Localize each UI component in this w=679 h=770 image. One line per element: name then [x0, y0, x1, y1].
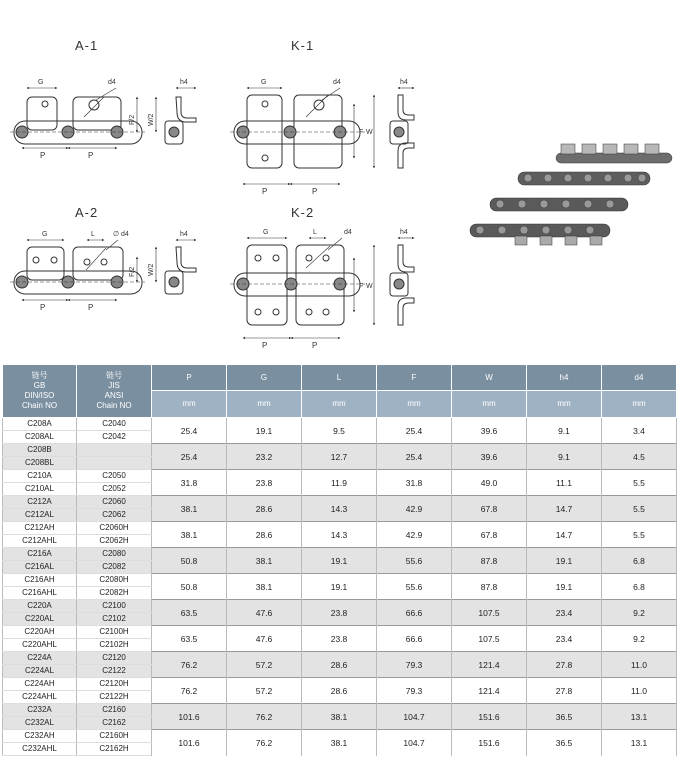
label-k1-h4: h4 [400, 79, 408, 86]
label-a1-p2: P [88, 151, 94, 160]
cell-jis-chain-no: C2052 [77, 483, 152, 496]
cell-jis-chain-no: C2160 [77, 704, 152, 717]
cell-h4: 23.4 [527, 600, 602, 626]
cell-g: 28.6 [227, 522, 302, 548]
table-row [3, 730, 677, 743]
cell-p: 101.6 [152, 730, 227, 756]
cell-g: 47.6 [227, 626, 302, 652]
cell-gb-chain-no: C224AH [3, 678, 77, 691]
cell-d4: 5.5 [602, 470, 677, 496]
cell-f: 66.6 [377, 600, 452, 626]
label-k1-p2: P [312, 187, 318, 196]
cell-g: 38.1 [227, 574, 302, 600]
unit-f: mm [377, 391, 452, 418]
cell-h4: 23.4 [527, 626, 602, 652]
chain-photo-2 [518, 172, 650, 185]
cell-w: 39.6 [452, 444, 527, 470]
table-row [3, 470, 677, 483]
label-a2-l: L [91, 231, 95, 238]
label-a2-d4: ∅ d4 [113, 231, 129, 238]
label-k1-w: W [366, 129, 373, 136]
cell-h4: 11.1 [527, 470, 602, 496]
cell-jis-chain-no: C2062H [77, 535, 152, 548]
drawing-k1 [230, 88, 414, 184]
cell-g: 76.2 [227, 730, 302, 756]
cell-jis-chain-no: C2120H [77, 678, 152, 691]
cell-l: 38.1 [302, 730, 377, 756]
label-k2-d4: d4 [344, 229, 352, 236]
cell-w: 151.6 [452, 704, 527, 730]
cell-jis-chain-no: C2160H [77, 730, 152, 743]
cell-jis-chain-no: C2080H [77, 574, 152, 587]
table-row [3, 626, 677, 639]
cell-gb-chain-no: C212A [3, 496, 77, 509]
label-a1-g: G [38, 79, 44, 86]
cell-gb-chain-no: C212AL [3, 509, 77, 522]
label-k2-h4: h4 [400, 229, 408, 236]
cell-jis-chain-no: C2060 [77, 496, 152, 509]
cell-d4: 6.8 [602, 548, 677, 574]
figure-title-a1: A-1 [75, 38, 99, 53]
label-a2-g: G [42, 231, 48, 238]
cell-jis-chain-no: C2082H [77, 587, 152, 600]
cell-h4: 36.5 [527, 704, 602, 730]
drawing-a1 [10, 88, 196, 148]
cell-jis-chain-no: C2162 [77, 717, 152, 730]
label-k2-w: W [366, 283, 373, 290]
label-a1-p1: P [40, 151, 46, 160]
cell-jis-chain-no: C2100 [77, 600, 152, 613]
cell-gb-chain-no: C212AH [3, 522, 77, 535]
cell-gb-chain-no: C216A [3, 548, 77, 561]
cell-l: 19.1 [302, 548, 377, 574]
label-a1-h4: h4 [180, 79, 188, 86]
unit-h4: mm [527, 391, 602, 418]
cell-w: 67.8 [452, 522, 527, 548]
header-g: G [227, 365, 302, 391]
cell-d4: 5.5 [602, 522, 677, 548]
technical-drawings [0, 0, 679, 360]
cell-jis-chain-no: C2100H [77, 626, 152, 639]
cell-p: 25.4 [152, 444, 227, 470]
cell-f: 55.6 [377, 548, 452, 574]
cell-w: 121.4 [452, 678, 527, 704]
cell-gb-chain-no: C208BL [3, 457, 77, 470]
unit-w: mm [452, 391, 527, 418]
cell-p: 38.1 [152, 496, 227, 522]
table-row [3, 652, 677, 665]
cell-gb-chain-no: C220AL [3, 613, 77, 626]
cell-w: 107.5 [452, 626, 527, 652]
label-k2-f: F [359, 283, 364, 290]
cell-l: 19.1 [302, 574, 377, 600]
cell-gb-chain-no: C212AHL [3, 535, 77, 548]
header-gb-chain-no: 链号 GB DIN/ISO Chain NO [3, 365, 77, 418]
cell-jis-chain-no: C2122H [77, 691, 152, 704]
cell-l: 11.9 [302, 470, 377, 496]
header-w: W [452, 365, 527, 391]
drawing-a2 [10, 240, 196, 300]
cell-f: 25.4 [377, 418, 452, 444]
cell-jis-chain-no: C2122 [77, 665, 152, 678]
drawing-k1-labels [261, 79, 408, 196]
cell-f: 66.6 [377, 626, 452, 652]
cell-g: 57.2 [227, 652, 302, 678]
figure-title-a2: A-2 [75, 205, 99, 220]
cell-w: 107.5 [452, 600, 527, 626]
cell-d4: 13.1 [602, 704, 677, 730]
cell-h4: 14.7 [527, 522, 602, 548]
header-l: L [302, 365, 377, 391]
cell-f: 79.3 [377, 652, 452, 678]
cell-gb-chain-no: C216AHL [3, 587, 77, 600]
cell-p: 38.1 [152, 522, 227, 548]
cell-jis-chain-no: C2120 [77, 652, 152, 665]
cell-f: 104.7 [377, 704, 452, 730]
cell-d4: 3.4 [602, 418, 677, 444]
table-row [3, 522, 677, 535]
cell-p: 76.2 [152, 678, 227, 704]
cell-w: 87.8 [452, 548, 527, 574]
label-k1-d4: d4 [333, 79, 341, 86]
cell-jis-chain-no: C2040 [77, 418, 152, 431]
cell-w: 121.4 [452, 652, 527, 678]
chain-photo-4 [470, 224, 610, 245]
cell-jis-chain-no [77, 457, 152, 470]
cell-jis-chain-no: C2050 [77, 470, 152, 483]
cell-jis-chain-no [77, 444, 152, 457]
unit-d4: mm [602, 391, 677, 418]
cell-d4: 4.5 [602, 444, 677, 470]
table-row [3, 574, 677, 587]
cell-jis-chain-no: C2080 [77, 548, 152, 561]
cell-l: 12.7 [302, 444, 377, 470]
cell-l: 14.3 [302, 496, 377, 522]
cell-p: 63.5 [152, 626, 227, 652]
cell-f: 25.4 [377, 444, 452, 470]
header-d4: d4 [602, 365, 677, 391]
cell-l: 28.6 [302, 678, 377, 704]
unit-p: mm [152, 391, 227, 418]
cell-gb-chain-no: C224A [3, 652, 77, 665]
label-k2-p2: P [312, 341, 318, 350]
cell-f: 55.6 [377, 574, 452, 600]
cell-p: 50.8 [152, 574, 227, 600]
label-k2-l: L [313, 229, 317, 236]
table-row [3, 704, 677, 717]
spec-table [2, 364, 677, 756]
cell-jis-chain-no: C2062 [77, 509, 152, 522]
label-a1-d4: d4 [108, 79, 116, 86]
cell-l: 23.8 [302, 600, 377, 626]
cell-gb-chain-no: C232A [3, 704, 77, 717]
cell-h4: 9.1 [527, 418, 602, 444]
cell-l: 28.6 [302, 652, 377, 678]
cell-h4: 14.7 [527, 496, 602, 522]
cell-w: 151.6 [452, 730, 527, 756]
drawing-k2-labels [262, 229, 408, 350]
cell-gb-chain-no: C220AH [3, 626, 77, 639]
cell-d4: 6.8 [602, 574, 677, 600]
cell-h4: 27.8 [527, 678, 602, 704]
cell-gb-chain-no: C208A [3, 418, 77, 431]
cell-d4: 9.2 [602, 626, 677, 652]
cell-g: 47.6 [227, 600, 302, 626]
cell-h4: 36.5 [527, 730, 602, 756]
cell-d4: 5.5 [602, 496, 677, 522]
unit-l: mm [302, 391, 377, 418]
cell-gb-chain-no: C232AL [3, 717, 77, 730]
cell-g: 76.2 [227, 704, 302, 730]
label-a2-w2: W/2 [148, 263, 155, 276]
table-row [3, 444, 677, 457]
cell-w: 49.0 [452, 470, 527, 496]
cell-g: 23.2 [227, 444, 302, 470]
cell-gb-chain-no: C224AHL [3, 691, 77, 704]
cell-jis-chain-no: C2060H [77, 522, 152, 535]
cell-f: 42.9 [377, 522, 452, 548]
label-a2-f2: F/2 [129, 266, 136, 277]
cell-gb-chain-no: C232AHL [3, 743, 77, 756]
cell-g: 19.1 [227, 418, 302, 444]
header-f: F [377, 365, 452, 391]
cell-gb-chain-no: C210A [3, 470, 77, 483]
cell-jis-chain-no: C2042 [77, 431, 152, 444]
table-row [3, 418, 677, 431]
cell-gb-chain-no: C220A [3, 600, 77, 613]
cell-jis-chain-no: C2082 [77, 561, 152, 574]
cell-w: 87.8 [452, 574, 527, 600]
drawing-k2 [230, 238, 414, 338]
cell-gb-chain-no: C216AL [3, 561, 77, 574]
cell-g: 57.2 [227, 678, 302, 704]
cell-h4: 9.1 [527, 444, 602, 470]
table-row [3, 496, 677, 509]
cell-f: 42.9 [377, 496, 452, 522]
cell-p: 63.5 [152, 600, 227, 626]
table-row [3, 548, 677, 561]
header-h4: h4 [527, 365, 602, 391]
table-row [3, 600, 677, 613]
cell-jis-chain-no: C2102 [77, 613, 152, 626]
cell-f: 79.3 [377, 678, 452, 704]
header-jis-chain-no: 链号 JIS ANSI Chain NO [77, 365, 152, 418]
label-a1-w2: W/2 [148, 113, 155, 126]
cell-d4: 13.1 [602, 730, 677, 756]
chain-photo-1 [556, 144, 672, 163]
cell-l: 23.8 [302, 626, 377, 652]
label-a1-f2: F/2 [129, 114, 136, 125]
label-a2-p2: P [88, 303, 94, 312]
table-row [3, 678, 677, 691]
header-p: P [152, 365, 227, 391]
cell-d4: 9.2 [602, 600, 677, 626]
drawing-canvas [0, 0, 679, 360]
label-a2-p1: P [40, 303, 46, 312]
cell-h4: 19.1 [527, 548, 602, 574]
label-a2-h4: h4 [180, 231, 188, 238]
cell-p: 31.8 [152, 470, 227, 496]
label-k1-g: G [261, 79, 267, 86]
label-k2-g: G [263, 229, 269, 236]
cell-p: 101.6 [152, 704, 227, 730]
figure-title-k1: K-1 [291, 38, 315, 53]
cell-p: 76.2 [152, 652, 227, 678]
cell-w: 39.6 [452, 418, 527, 444]
cell-p: 25.4 [152, 418, 227, 444]
cell-h4: 19.1 [527, 574, 602, 600]
cell-gb-chain-no: C224AL [3, 665, 77, 678]
unit-g: mm [227, 391, 302, 418]
cell-jis-chain-no: C2162H [77, 743, 152, 756]
spec-table-body [3, 418, 677, 756]
cell-f: 31.8 [377, 470, 452, 496]
cell-jis-chain-no: C2102H [77, 639, 152, 652]
cell-g: 28.6 [227, 496, 302, 522]
label-k1-p1: P [262, 187, 268, 196]
chain-photo-3 [490, 198, 628, 211]
label-k2-p1: P [262, 341, 268, 350]
cell-h4: 27.8 [527, 652, 602, 678]
cell-gb-chain-no: C208AL [3, 431, 77, 444]
cell-l: 9.5 [302, 418, 377, 444]
cell-d4: 11.0 [602, 652, 677, 678]
cell-l: 14.3 [302, 522, 377, 548]
cell-w: 67.8 [452, 496, 527, 522]
label-k1-f: F [359, 129, 364, 136]
cell-g: 23.8 [227, 470, 302, 496]
cell-l: 38.1 [302, 704, 377, 730]
cell-gb-chain-no: C208B [3, 444, 77, 457]
cell-g: 38.1 [227, 548, 302, 574]
cell-f: 104.7 [377, 730, 452, 756]
cell-gb-chain-no: C232AH [3, 730, 77, 743]
cell-d4: 11.0 [602, 678, 677, 704]
cell-gb-chain-no: C220AHL [3, 639, 77, 652]
cell-gb-chain-no: C216AH [3, 574, 77, 587]
cell-p: 50.8 [152, 548, 227, 574]
cell-gb-chain-no: C210AL [3, 483, 77, 496]
figure-title-k2: K-2 [291, 205, 315, 220]
